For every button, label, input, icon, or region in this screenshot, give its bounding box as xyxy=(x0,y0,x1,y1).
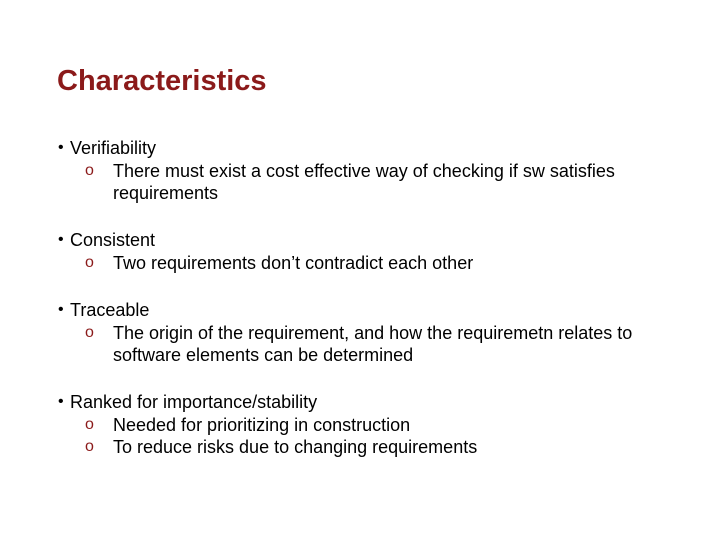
sub-bullet-list xyxy=(58,414,678,458)
sub-bullet-text: Two requirements don’t contradict each other xyxy=(113,253,474,273)
sub-bullet-marker: o xyxy=(85,254,94,271)
bullet-list xyxy=(58,136,678,458)
sub-bullet-item xyxy=(85,160,678,204)
bullet-item xyxy=(58,228,678,274)
sub-bullet-item xyxy=(85,414,678,436)
sub-bullet-text: Needed for prioritizing in construction xyxy=(113,415,411,435)
bullet-label: Traceable xyxy=(70,300,150,320)
bullet-label: Ranked for importance/stability xyxy=(70,392,318,412)
sub-bullet-list xyxy=(58,160,678,204)
sub-bullet-marker: o xyxy=(85,324,94,341)
sub-bullet-text: The origin of the requirement, and how the requiremetn relates to software elements can be determined xyxy=(113,323,633,365)
sub-bullet-item xyxy=(85,436,678,458)
sub-bullet-item xyxy=(85,322,678,366)
bullet-item xyxy=(58,136,678,204)
bullet-item xyxy=(58,298,678,366)
sub-bullet-list xyxy=(58,322,678,366)
bullet-marker: • xyxy=(58,231,64,248)
sub-bullet-marker: o xyxy=(85,162,94,179)
bullet-marker: • xyxy=(58,139,64,156)
sub-bullet-marker: o xyxy=(85,416,94,433)
sub-bullet-text: There must exist a cost effective way of checking if sw satisfies requirements xyxy=(113,161,615,203)
bullet-marker: • xyxy=(58,301,64,318)
sub-bullet-list xyxy=(58,252,678,274)
sub-bullet-item xyxy=(85,252,678,274)
slide-title: Characteristics xyxy=(57,65,267,97)
bullet-label: Verifiability xyxy=(70,138,157,158)
sub-bullet-text: To reduce risks due to changing requirements xyxy=(113,437,478,457)
bullet-marker: • xyxy=(58,393,64,410)
bullet-label: Consistent xyxy=(70,230,156,250)
bullet-item xyxy=(58,390,678,458)
sub-bullet-marker: o xyxy=(85,438,94,455)
